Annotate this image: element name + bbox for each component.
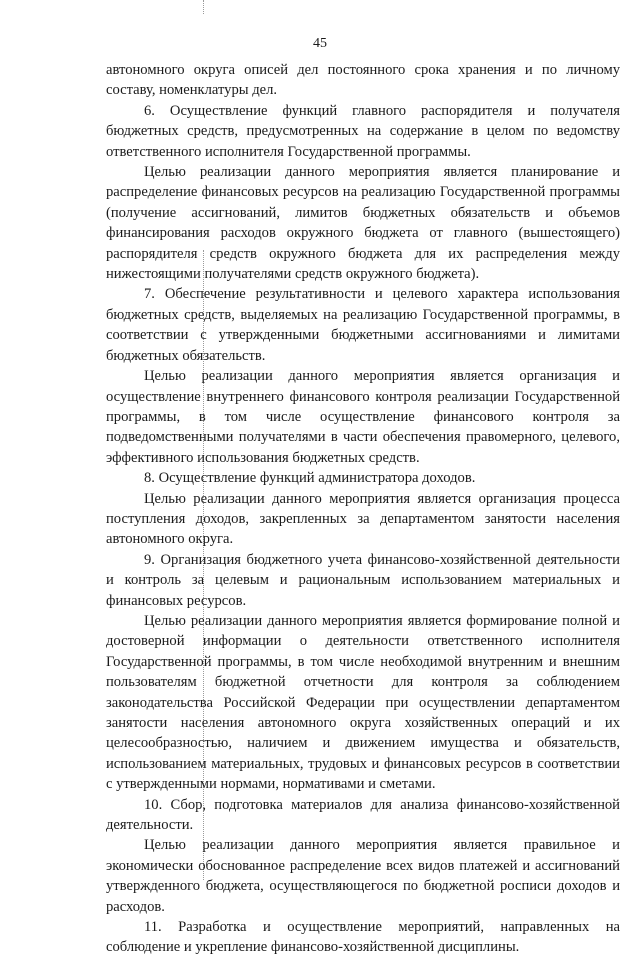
paragraph-item-11: 11. Разработка и осуществление мероприятий, направленных на соблюдение и укрепление финансово-хозяйственной дисциплины. bbox=[106, 919, 620, 956]
scan-fold-line-top bbox=[203, 0, 204, 14]
paragraph-item-6-goal: Целью реализации данного мероприятия является планирование и распределение финансовых ресурсов на реализацию Государственной программы (получение ассигнований, лимитов бюджетных обязательств и объемов финансирования расходов окружного бюджета от главного (вышестоящего) распорядителя средств окружного бюджета для их распределения между нижестоящими получателями средств окружного бюджета). bbox=[106, 164, 620, 283]
paragraph-item-6: 6. Осуществление функций главного распорядителя и получателя бюджетных средств, предусмотренных на содержание в целом по ведомству ответственного исполнителя Государственной программы. bbox=[106, 102, 620, 160]
page-number: 45 bbox=[313, 36, 327, 51]
paragraph-item-9-goal: Целью реализации данного мероприятия является формирование полной и достоверной информации о деятельности ответственного исполнителя Государственной программы, в том числе необходимой внутренним и внешним пользователям бюджетной отчетности для контроля за соблюдением законодательства Российской Федерации при осуществлении департаментом занятости населения автономного округа хозяйственных операций и их целесообразностью, наличием и движением имущества и обязательств, использованием материальных, трудовых и финансовых ресурсов в соответствии с утвержденными нормами, нормативами и сметами. bbox=[106, 612, 620, 793]
paragraph-continuation: автономного округа описей дел постоянного срока хранения и по личному составу, номенклатуры дел. bbox=[106, 62, 620, 99]
paragraph-item-10: 10. Сбор, подготовка материалов для анализа финансово-хозяйственной деятельности. bbox=[106, 796, 620, 834]
paragraph-item-9: 9. Организация бюджетного учета финансово-хозяйственной деятельности и контроль за целевым и рациональным использованием материальных и финансовых ресурсов. bbox=[106, 551, 620, 609]
paragraph-item-7-goal: Целью реализации данного мероприятия является организация и осуществление внутреннего финансового контроля реализации Государственной программы, в том числе осуществление финансового контроля за подведомственными получателями в части обеспечения правомерного, целевого, эффективного использования бюджетных средств. bbox=[106, 368, 620, 466]
paragraph-item-8: 8. Осуществление функций администратора доходов. bbox=[144, 470, 476, 487]
paragraph-item-8-goal: Целью реализации данного мероприятия является организация процесса поступления доходов, закрепленных за департаментом занятости населения автономного округа. bbox=[106, 490, 620, 548]
paragraph-item-10-goal: Целью реализации данного мероприятия является правильное и экономически обоснованное распределение всех видов платежей и ассигнований утвержденного бюджета, осуществляющегося по бюджетной росписи доходов и расходов. bbox=[106, 837, 620, 915]
document-body bbox=[106, 60, 620, 958]
paragraph-item-7: 7. Обеспечение результативности и целевого характера использования бюджетных средств, выделяемых на реализацию Государственной программы, в соответствии с утвержденными бюджетными ассигнованиями и лимитами бюджетных обязательств. bbox=[106, 286, 620, 364]
